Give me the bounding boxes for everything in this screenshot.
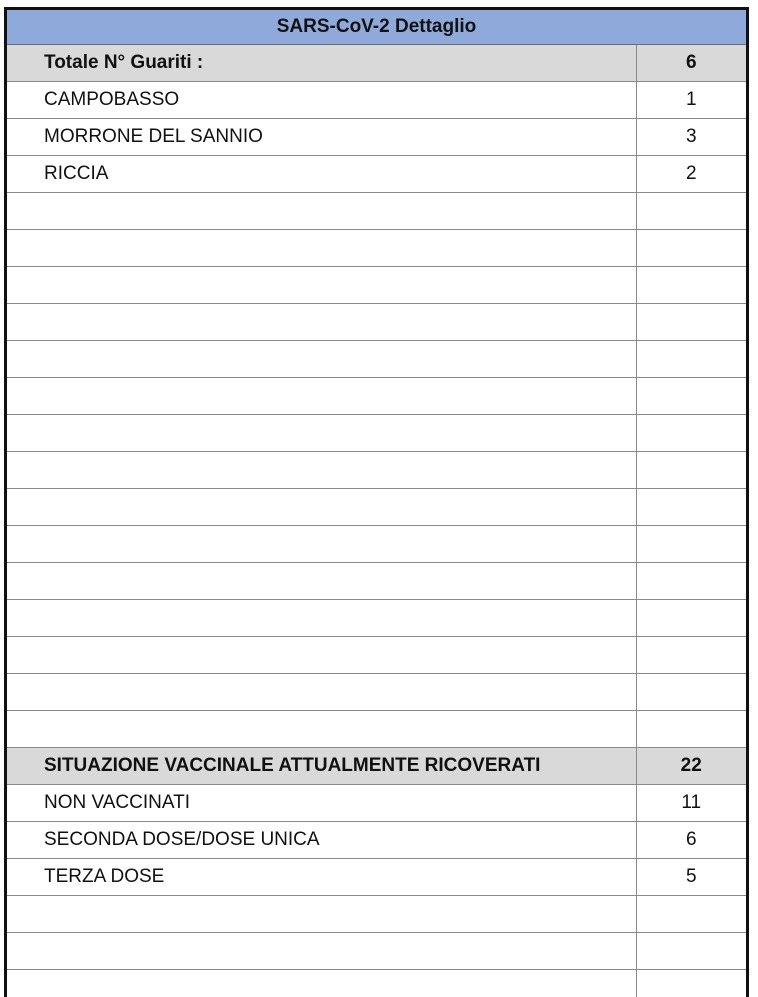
empty-cell bbox=[636, 896, 746, 933]
empty-cell bbox=[7, 896, 636, 933]
guariti-total-value: 6 bbox=[636, 45, 746, 82]
empty-cell bbox=[7, 193, 636, 230]
table-row bbox=[7, 119, 746, 156]
empty-row bbox=[7, 415, 746, 452]
guariti-total-row bbox=[7, 45, 746, 82]
empty-row bbox=[7, 637, 746, 674]
empty-row bbox=[7, 304, 746, 341]
empty-row bbox=[7, 489, 746, 526]
empty-cell bbox=[7, 489, 636, 526]
empty-cell bbox=[7, 933, 636, 970]
empty-cell bbox=[7, 711, 636, 748]
detail-table bbox=[7, 10, 746, 997]
guariti-row-name: CAMPOBASSO bbox=[7, 82, 636, 119]
empty-row bbox=[7, 933, 746, 970]
empty-cell bbox=[7, 267, 636, 304]
empty-row bbox=[7, 193, 746, 230]
vaccinale-row-name: SECONDA DOSE/DOSE UNICA bbox=[7, 822, 636, 859]
vaccinale-row-name: TERZA DOSE bbox=[7, 859, 636, 896]
empty-cell bbox=[7, 230, 636, 267]
empty-cell bbox=[7, 674, 636, 711]
table-row bbox=[7, 156, 746, 193]
empty-row bbox=[7, 452, 746, 489]
title-row bbox=[7, 10, 746, 45]
guariti-row-name: MORRONE DEL SANNIO bbox=[7, 119, 636, 156]
empty-cell bbox=[7, 637, 636, 674]
empty-cell bbox=[7, 600, 636, 637]
empty-row bbox=[7, 230, 746, 267]
empty-cell bbox=[7, 970, 636, 997]
empty-row bbox=[7, 600, 746, 637]
empty-row bbox=[7, 563, 746, 600]
empty-row bbox=[7, 711, 746, 748]
empty-cell bbox=[636, 452, 746, 489]
empty-row bbox=[7, 674, 746, 711]
empty-cell bbox=[636, 341, 746, 378]
table-row bbox=[7, 822, 746, 859]
empty-cell bbox=[636, 970, 746, 997]
vaccinale-total-label: SITUAZIONE VACCINALE ATTUALMENTE RICOVERATI bbox=[7, 748, 636, 785]
empty-cell bbox=[7, 415, 636, 452]
empty-cell bbox=[636, 193, 746, 230]
empty-row bbox=[7, 378, 746, 415]
empty-row bbox=[7, 970, 746, 997]
empty-row bbox=[7, 896, 746, 933]
guariti-row-value: 2 bbox=[636, 156, 746, 193]
vaccinale-total-row bbox=[7, 748, 746, 785]
empty-cell bbox=[7, 452, 636, 489]
empty-cell bbox=[636, 674, 746, 711]
empty-cell bbox=[7, 304, 636, 341]
table-row bbox=[7, 859, 746, 896]
vaccinale-row-name: NON VACCINATI bbox=[7, 785, 636, 822]
vaccinale-row-value: 11 bbox=[636, 785, 746, 822]
empty-cell bbox=[636, 933, 746, 970]
guariti-total-label: Totale N° Guariti : bbox=[7, 45, 636, 82]
report-sheet bbox=[4, 7, 749, 997]
empty-cell bbox=[636, 526, 746, 563]
guariti-row-value: 1 bbox=[636, 82, 746, 119]
vaccinale-row-value: 5 bbox=[636, 859, 746, 896]
empty-cell bbox=[7, 526, 636, 563]
empty-cell bbox=[636, 304, 746, 341]
table-title: SARS-CoV-2 Dettaglio bbox=[7, 10, 746, 45]
empty-cell bbox=[636, 415, 746, 452]
empty-cell bbox=[636, 378, 746, 415]
empty-cell bbox=[636, 230, 746, 267]
guariti-row-value: 3 bbox=[636, 119, 746, 156]
empty-cell bbox=[636, 600, 746, 637]
empty-cell bbox=[636, 267, 746, 304]
empty-cell bbox=[636, 563, 746, 600]
empty-cell bbox=[7, 341, 636, 378]
empty-cell bbox=[636, 637, 746, 674]
table-row bbox=[7, 785, 746, 822]
empty-row bbox=[7, 526, 746, 563]
empty-row bbox=[7, 341, 746, 378]
table-row bbox=[7, 82, 746, 119]
vaccinale-total-value: 22 bbox=[636, 748, 746, 785]
vaccinale-row-value: 6 bbox=[636, 822, 746, 859]
empty-cell bbox=[636, 711, 746, 748]
empty-cell bbox=[636, 489, 746, 526]
empty-cell bbox=[7, 563, 636, 600]
empty-row bbox=[7, 267, 746, 304]
guariti-row-name: RICCIA bbox=[7, 156, 636, 193]
empty-cell bbox=[7, 378, 636, 415]
